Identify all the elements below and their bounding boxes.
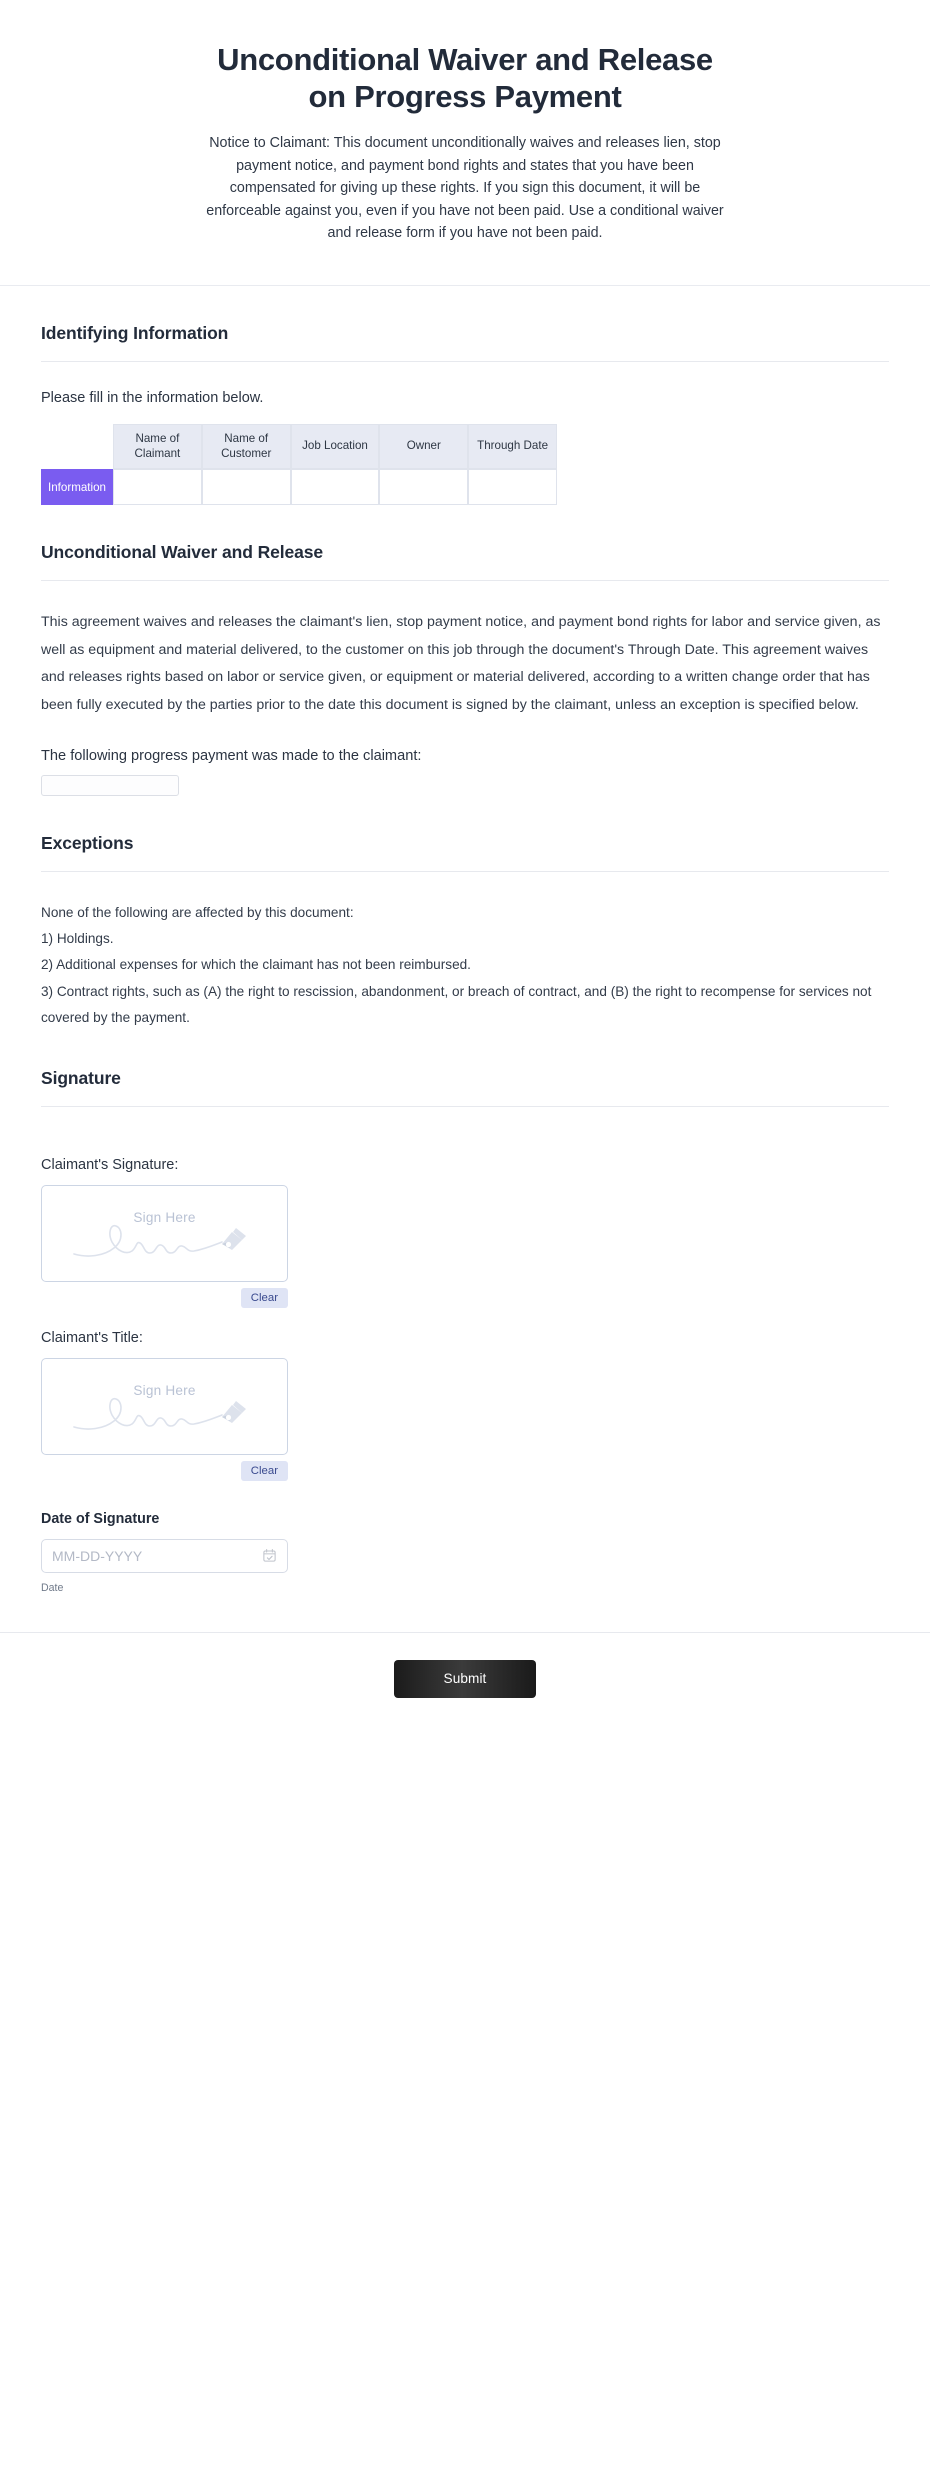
clear-title-button[interactable]: Clear [241, 1461, 288, 1481]
pen-nib-icon [222, 1401, 246, 1423]
section-body-exceptions [41, 872, 889, 1031]
signature-pad-claimant-title[interactable] [41, 1358, 288, 1455]
cell-through-date[interactable] [468, 469, 557, 505]
progress-payment-input[interactable] [41, 775, 179, 796]
form-footer [0, 1633, 930, 1728]
signature-field-claimant-signature [41, 1135, 889, 1308]
notice-text: Notice to Claimant: This document unconditionally waives and releases lien, stop payment notice, and payment bond rights and states that you have been compensated for giving up these rights. If you sign this document, it will be enforceable against you, even if you have not been paid. Use a conditional waiver and release form if you have not been paid. [206, 135, 724, 242]
pen-nib-icon [222, 1228, 246, 1250]
clear-signature-button[interactable]: Clear [241, 1288, 288, 1308]
signature-pad-inner [70, 1204, 260, 1262]
signature-squiggle-icon [70, 1391, 260, 1435]
date-of-signature-input[interactable] [52, 1548, 262, 1564]
date-of-signature-label: Date of Signature [41, 1510, 160, 1527]
date-help-text: Date [41, 1581, 64, 1594]
info-table-wrap [41, 422, 889, 505]
column-header-name-of-customer: Name of Customer [202, 424, 291, 469]
exception-item: 3) Contract rights, such as (A) the right to rescission, abandonment, or breach of contract, and (B) the right to recompense for services not covered by the payment. [41, 983, 872, 1025]
column-header-name-of-claimant: Name of Claimant [113, 424, 202, 469]
section-title-waiver: Unconditional Waiver and Release [41, 542, 324, 563]
signature-pad-inner [70, 1377, 260, 1435]
column-header-job-location: Job Location [291, 424, 380, 469]
waiver-paragraph: This agreement waives and releases the claimant's lien, stop payment notice, and payment bond rights for labor and service given, as well as equipment and material delivered, to the customer on this job through the document's Through Date. This agreement waives and releases rights based on labor or service given, or equipment or material delivered, according to a written change order that has been fully executed by the parties prior to the date this document is signed by the claimant, unless an exception is specified below. [41, 614, 881, 714]
table-body [41, 469, 557, 505]
cell-job-location[interactable] [291, 469, 380, 505]
section-body-waiver [41, 581, 889, 796]
section-title-signature: Signature [41, 1067, 121, 1088]
signature-field-claimant-title [41, 1308, 889, 1481]
section-head-exceptions [41, 796, 889, 872]
exception-item: 2) Additional expenses for which the claimant has not been reimbursed. [41, 957, 471, 973]
section-body-signature [41, 1107, 889, 1594]
cell-name-of-customer[interactable] [202, 469, 291, 505]
table-head [41, 424, 557, 469]
section-title-identifying: Identifying Information [41, 323, 229, 344]
section-title-exceptions: Exceptions [41, 832, 134, 853]
column-header-owner: Owner [379, 424, 468, 469]
section-unconditional-waiver-and-release [0, 505, 930, 796]
exceptions-intro: None of the following are affected by this document: [41, 904, 354, 920]
column-header-through-date: Through Date [468, 424, 557, 469]
cell-owner[interactable] [379, 469, 468, 505]
row-label-information: Information [41, 469, 113, 505]
section-head-waiver [41, 505, 889, 581]
section-signature [0, 1031, 930, 1594]
section-identifying-information [0, 286, 930, 505]
section-body-identifying [41, 362, 889, 505]
signature-pad-claimant-signature[interactable] [41, 1185, 288, 1282]
table-row [41, 469, 557, 505]
progress-payment-label: The following progress payment was made to the claimant: [41, 747, 422, 764]
table-corner-cell [41, 424, 113, 469]
clear-row [41, 1455, 288, 1481]
cell-name-of-claimant[interactable] [113, 469, 202, 505]
signature-label: Claimant's Title: [41, 1329, 143, 1346]
instruction-text: Please fill in the information below. [41, 390, 264, 407]
signature-squiggle-icon [70, 1218, 260, 1262]
form-header [0, 0, 930, 286]
section-exceptions [0, 796, 930, 1031]
date-of-signature-block [41, 1481, 889, 1594]
section-head-identifying [41, 286, 889, 362]
sign-here-label: Sign Here [133, 1383, 196, 1399]
submit-button[interactable]: Submit [394, 1660, 536, 1698]
page-title: Unconditional Waiver and Release on Progress Payment [217, 42, 713, 114]
section-head-signature [41, 1031, 889, 1107]
sign-here-label: Sign Here [133, 1210, 196, 1226]
signature-label: Claimant's Signature: [41, 1156, 179, 1173]
exception-item: 1) Holdings. [41, 931, 114, 947]
date-input-wrap[interactable] [41, 1539, 288, 1573]
table-header-row [41, 424, 557, 469]
identifying-information-table [41, 424, 557, 505]
calendar-check-icon[interactable] [262, 1548, 277, 1563]
clear-row [41, 1282, 288, 1308]
